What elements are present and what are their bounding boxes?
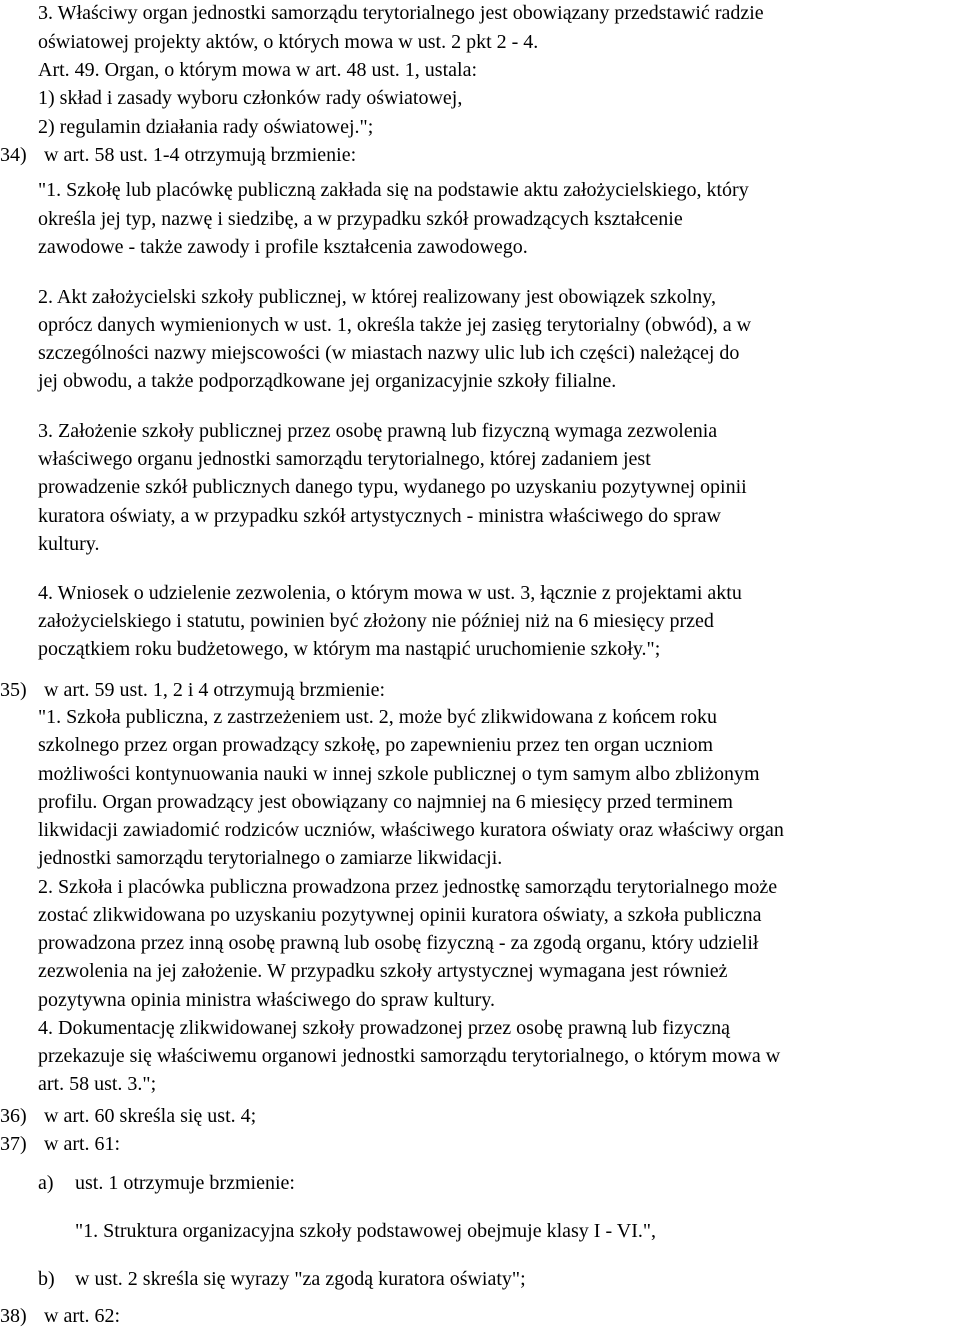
text-line: "1. Szkołę lub placówkę publiczną zakłada się na podstawie aktu założycielskiego, który <box>38 179 749 201</box>
text-line: likwidacji zawiadomić rodziców uczniów, właściwego kuratora oświaty oraz właściwy organ <box>38 819 784 841</box>
item-number: 35) <box>0 679 27 701</box>
item-number: 38) <box>0 1305 27 1327</box>
text-line: 2. Szkoła i placówka publiczna prowadzona przez jednostkę samorządu terytorialnego może <box>38 876 778 898</box>
sub-item-text: ust. 1 otrzymuje brzmienie: <box>75 1172 295 1194</box>
text-line: określa jej typ, nazwę i siedzibę, a w przypadku szkół prowadzących kształcenie <box>38 208 683 230</box>
text-line: "1. Struktura organizacyjna szkoły podstawowej obejmuje klasy I - VI.", <box>75 1220 657 1242</box>
text-line: pozytywna opinia ministra właściwego do spraw kultury. <box>38 989 495 1011</box>
text-line: "1. Szkoła publiczna, z zastrzeżeniem ust. 2, może być zlikwidowana z końcem roku <box>38 706 718 728</box>
text-line: 4. Wniosek o udzielenie zezwolenia, o którym mowa w ust. 3, łącznie z projektami aktu <box>38 582 742 604</box>
text-line: kultury. <box>38 533 100 555</box>
sub-item-letter: a) <box>38 1172 54 1194</box>
text-line: prowadzona przez inną osobę prawną lub osobę fizyczną - za zgodą organu, który udzielił <box>38 932 759 954</box>
text-line: Art. 49. Organ, o którym mowa w art. 48 ust. 1, ustala: <box>38 59 478 81</box>
text-line: początkiem roku budżetowego, w którym ma nastąpić uruchomienie szkoły."; <box>38 638 661 660</box>
item-text: w art. 60 skreśla się ust. 4; <box>44 1105 257 1127</box>
item-text: w art. 58 ust. 1-4 otrzymują brzmienie: <box>44 144 357 166</box>
item-text: w art. 61: <box>44 1133 121 1155</box>
text-line: 3. Właściwy organ jednostki samorządu terytorialnego jest obowiązany przedstawić radzie <box>38 2 764 24</box>
text-line: oświatowej projekty aktów, o których mowa w ust. 2 pkt 2 - 4. <box>38 31 539 53</box>
sub-item-letter: b) <box>38 1268 55 1290</box>
text-line: założycielskiego i statutu, powinien być złożony nie później niż na 6 miesięcy przed <box>38 610 714 632</box>
text-line: oprócz danych wymienionych w ust. 1, określa także jej zasięg terytorialny (obwód), a w <box>38 314 752 336</box>
text-line: 1) skład i zasady wyboru członków rady oświatowej, <box>38 87 463 109</box>
text-line: 2) regulamin działania rady oświatowej."; <box>38 116 374 138</box>
text-line: profilu. Organ prowadzący jest obowiązany co najmniej na 6 miesięcy przed terminem <box>38 791 733 813</box>
text-line: art. 58 ust. 3."; <box>38 1073 157 1095</box>
text-line: możliwości kontynuowania nauki w innej szkole publicznej o tym samym albo zbliżonym <box>38 763 760 785</box>
text-line: szczególności nazwy miejscowości (w miastach nazwy ulic lub ich części) należącej do <box>38 342 740 364</box>
text-line: szkolnego przez organ prowadzący szkołę, po zapewnieniu przez ten organ uczniom <box>38 734 714 756</box>
text-line: zostać zlikwidowana po uzyskaniu pozytywnej opinii kuratora oświaty, a szkoła publiczna <box>38 904 762 926</box>
text-line: kuratora oświaty, a w przypadku szkół artystycznych - ministra właściwego do spraw <box>38 505 721 527</box>
sub-item-text: w ust. 2 skreśla się wyrazy "za zgodą kuratora oświaty"; <box>75 1268 526 1290</box>
text-line: przekazuje się właściwemu organowi jednostki samorządu terytorialnego, o którym mowa w <box>38 1045 781 1067</box>
text-line: jej obwodu, a także podporządkowane jej organizacyjnie szkoły filialne. <box>38 370 617 392</box>
text-line: zawodowe - także zawody i profile kształcenia zawodowego. <box>38 236 528 258</box>
text-line: 4. Dokumentację zlikwidowanej szkoły prowadzonej przez osobę prawną lub fizyczną <box>38 1017 730 1039</box>
text-line: właściwego organu jednostki samorządu terytorialnego, której zadaniem jest <box>38 448 651 470</box>
item-text: w art. 59 ust. 1, 2 i 4 otrzymują brzmienie: <box>44 679 386 701</box>
item-number: 34) <box>0 144 27 166</box>
text-line: jednostki samorządu terytorialnego o zamiarze likwidacji. <box>38 847 503 869</box>
item-number: 36) <box>0 1105 27 1127</box>
text-line: prowadzenie szkół publicznych danego typu, wydanego po uzyskaniu pozytywnej opinii <box>38 476 747 498</box>
text-line: zezwolenia na jej założenie. W przypadku szkoły artystycznej wymagana jest również <box>38 960 728 982</box>
text-line: 2. Akt założycielski szkoły publicznej, w której realizowany jest obowiązek szkolny, <box>38 286 716 308</box>
item-text: w art. 62: <box>44 1305 121 1327</box>
item-number: 37) <box>0 1133 27 1155</box>
text-line: 3. Założenie szkoły publicznej przez osobę prawną lub fizyczną wymaga zezwolenia <box>38 420 718 442</box>
